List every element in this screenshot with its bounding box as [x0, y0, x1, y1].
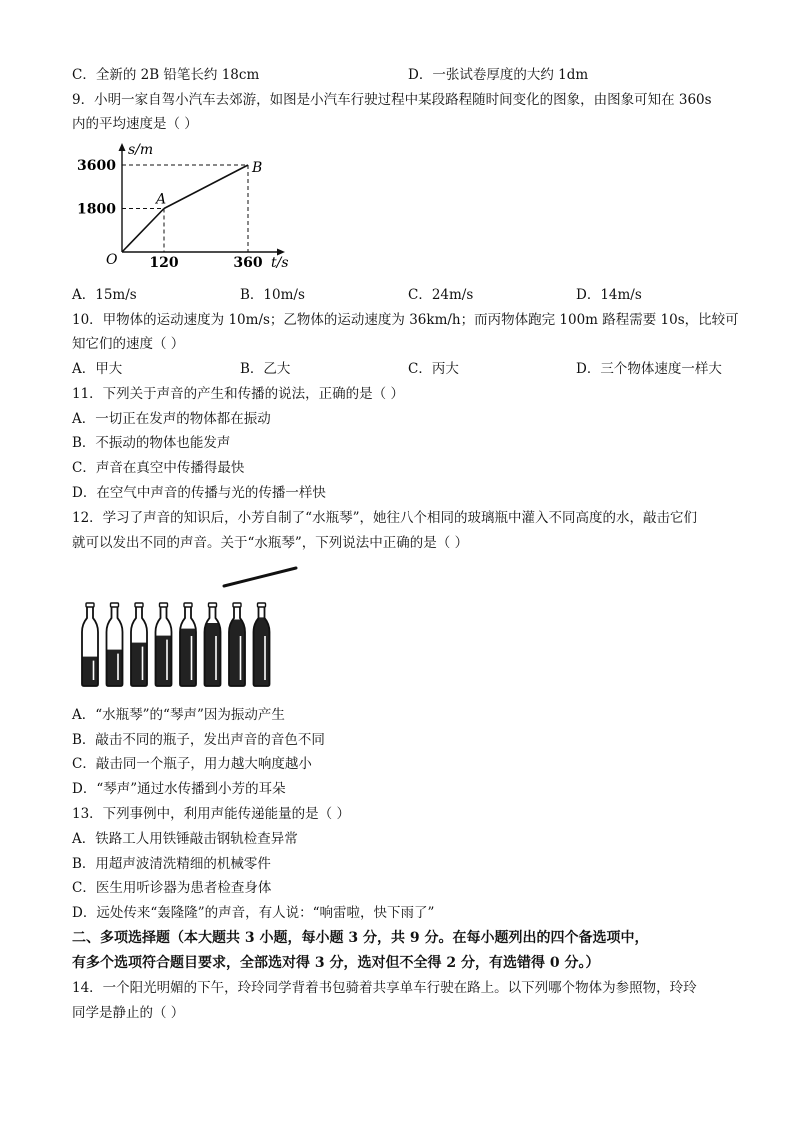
q9-option-d: D．14m/s: [576, 287, 642, 303]
bottle-2: [105, 603, 125, 688]
section2-heading-line1: 二、多项选择题（本大题共 3 小题，每小题 3 分，共 9 分。在每小题列出的四个备选项中，: [72, 930, 649, 946]
segment-o-a: [122, 209, 164, 253]
y-axis-label: s/m: [128, 142, 154, 158]
bottle-6: [203, 603, 223, 688]
q9-option-a: A．15m/s: [72, 287, 137, 303]
q12-option-b: B．敲击不同的瓶子，发出声音的音色不同: [72, 732, 325, 748]
bottle-1: [80, 603, 100, 688]
bottle-4: [154, 603, 174, 688]
bottle-mouth: [258, 603, 266, 607]
q8-option-c: C．全新的 2B 铅笔长约 18cm: [72, 67, 260, 83]
q10-stem-line1: 10．甲物体的运动速度为 10m/s；乙物体的运动速度为 36km/h；而丙物体跑完 100m 路程需要 10s，比较可: [72, 312, 739, 328]
q9-option-b: B．10m/s: [240, 287, 305, 303]
q12-option-c: C．敲击同一个瓶子，用力越大响度越小: [72, 756, 312, 772]
striking-stick: [224, 568, 296, 586]
q10-stem-line2: 知它们的速度（ ）: [72, 336, 185, 352]
x-tick-label-120: 120: [149, 255, 179, 271]
bottle-3: [129, 603, 149, 688]
bottle-mouth: [111, 603, 119, 607]
bottle-water-1: [80, 657, 100, 688]
q13-option-c: C．医生用听诊器为患者检查身体: [72, 880, 272, 896]
q9-stem-line1: 9．小明一家自驾小汽车去郊游，如图是小汽车行驶过程中某段路程随时间变化的图象，由图象可知在 360s: [72, 92, 712, 108]
bottle-mouth: [86, 603, 94, 607]
q13-option-a: A．铁路工人用铁锤敲击钢轨检查异常: [72, 831, 298, 847]
q9-stem-line2: 内的平均速度是（ ）: [72, 116, 198, 132]
q11-stem: 11．下列关于声音的产生和传播的说法，正确的是（ ）: [72, 386, 404, 402]
q13-option-b: B．用超声波清洗精细的机械零件: [72, 856, 271, 872]
x-tick-label-360: 360: [233, 255, 263, 271]
point-a-label: A: [156, 191, 167, 208]
water-bottle-xylophone-figure: [72, 562, 312, 692]
q9-option-c: C．24m/s: [408, 287, 474, 303]
bottle-water-4: [154, 636, 174, 688]
q11-option-d: D．在空气中声音的传播与光的传播一样快: [72, 485, 326, 501]
q10-option-b: B．乙大: [240, 361, 291, 377]
bottle-mouth: [135, 603, 143, 607]
bottle-mouth: [209, 603, 217, 607]
q11-option-c: C．声音在真空中传播得最快: [72, 460, 245, 476]
q9-distance-time-graph: [70, 140, 310, 275]
origin-label: O: [106, 252, 118, 268]
q8-option-d: D．一张试卷厚度的大约 1dm: [408, 67, 589, 83]
bottle-mouth: [184, 603, 192, 607]
q12-stem-line2: 就可以发出不同的声音。关于“水瓶琴”，下列说法中正确的是（ ）: [72, 535, 469, 551]
y-axis: [119, 143, 126, 252]
bottle-mouth: [160, 603, 168, 607]
bottle-water-6: [203, 623, 223, 688]
q10-option-a: A．甲大: [72, 361, 123, 377]
q12-option-d: D．“琴声”通过水传播到小芳的耳朵: [72, 781, 286, 797]
segment-a-b: [164, 165, 248, 209]
bottle-5: [178, 603, 198, 688]
q10-option-c: C．丙大: [408, 361, 459, 377]
q12-option-a: A．“水瓶琴”的“琴声”因为振动产生: [72, 707, 285, 723]
q12-stem-line1: 12．学习了声音的知识后，小芳自制了“水瓶琴”，她往八个相同的玻璃瓶中灌入不同高度的水，敲击它们: [72, 510, 697, 526]
q14-stem-line1: 14．一个阳光明媚的下午，玲玲同学背着书包骑着共享单车行驶在路上。以下列哪个物体为参照物，玲玲: [72, 980, 697, 996]
bottle-water-5: [178, 629, 198, 688]
q13-stem: 13．下列事例中，利用声能传递能量的是（ ）: [72, 806, 350, 822]
point-b-label: B: [252, 160, 263, 176]
bottle-8: [252, 603, 272, 688]
bottle-mouth: [233, 603, 241, 607]
section2-heading-line2: 有多个选项符合题目要求，全部选对得 3 分，选对但不全得 2 分，有选错得 0 分。）: [72, 955, 600, 971]
q14-stem-line2: 同学是静止的（ ）: [72, 1005, 185, 1021]
q10-option-d: D．三个物体速度一样大: [576, 361, 722, 377]
q13-option-d: D．远处传来“轰隆隆”的声音，有人说：“响雷啦，快下雨了”: [72, 905, 435, 921]
q11-option-b: B．不振动的物体也能发声: [72, 435, 231, 451]
x-axis-label: t/s: [271, 255, 289, 271]
bottle-water-2: [105, 650, 125, 688]
bottle-water-3: [129, 643, 149, 688]
q11-option-a: A．一切正在发声的物体都在振动: [72, 411, 271, 427]
y-tick-label-3600: 3600: [77, 158, 116, 174]
bottle-7: [227, 603, 247, 688]
y-tick-label-1800: 1800: [77, 201, 116, 218]
